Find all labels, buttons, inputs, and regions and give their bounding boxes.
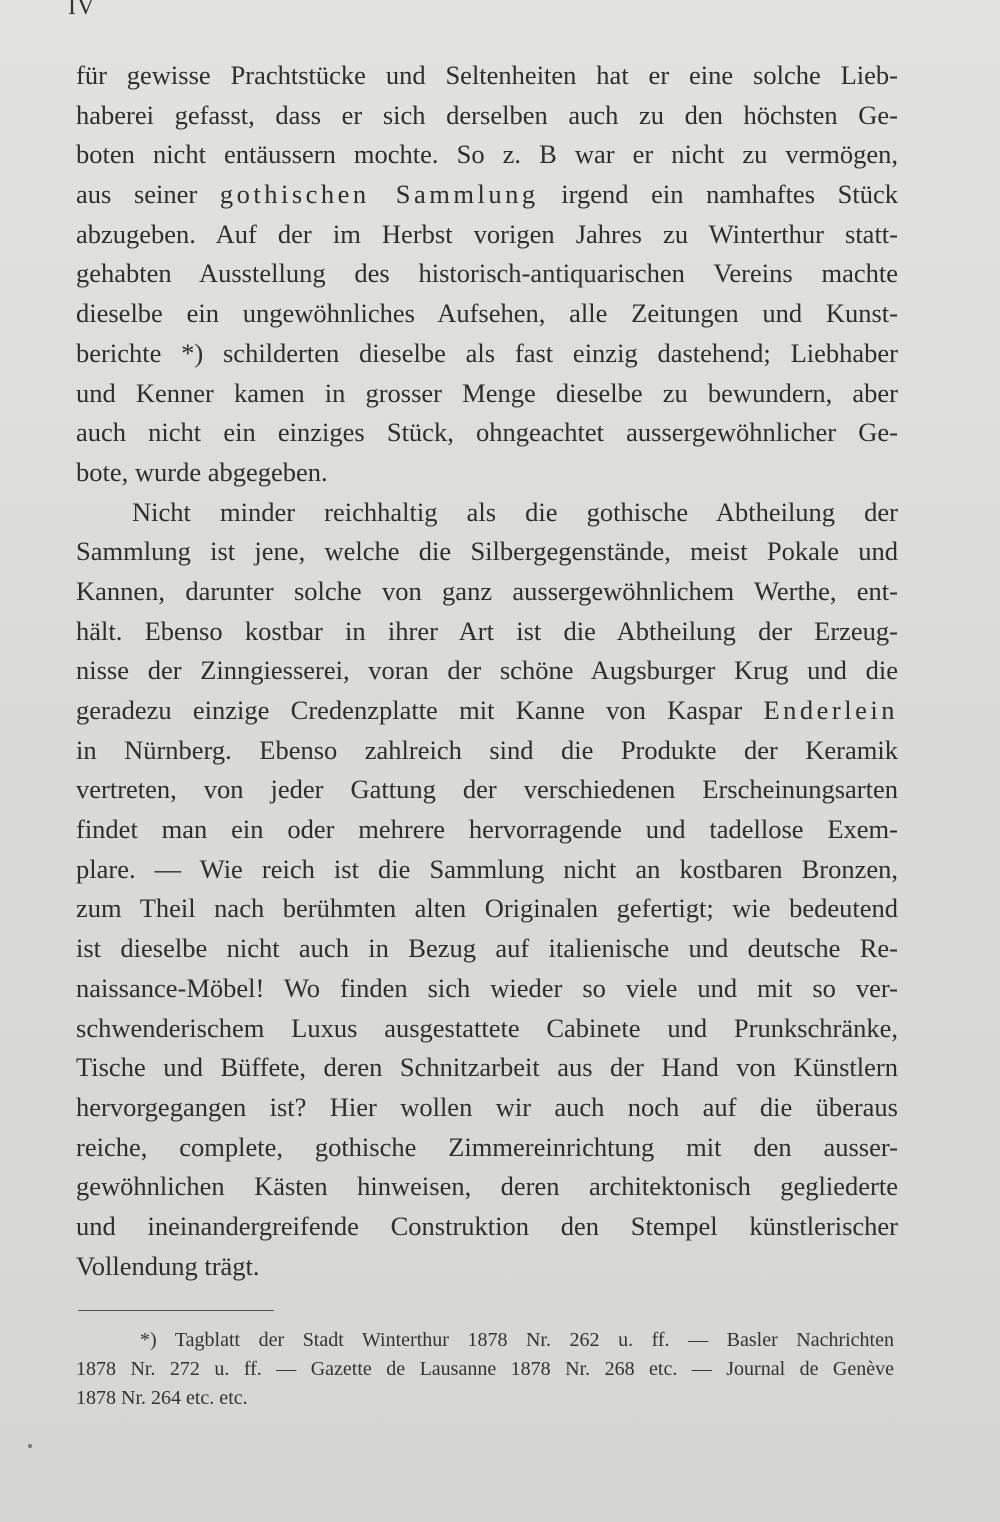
text-line: gewöhnlichen Kästen hinweisen, deren architektonisch gegliederte [76, 1171, 898, 1202]
text-line: boten nicht entäussern mochte. So z. B war er nicht zu vermögen, [76, 139, 898, 170]
text-line: auch nicht ein einziges Stück, ohngeachtet aussergewöhnlicher Ge- [76, 417, 898, 448]
text-line: berichte *) schilderten dieselbe als fast einzig dastehend; Liebhaber [76, 337, 898, 368]
text-line: hält. Ebenso kostbar in ihrer Art ist die Abtheilung der Erzeug- [76, 615, 898, 646]
text-line: in Nürnberg. Ebenso zahlreich sind die Produkte der Keramik [76, 734, 898, 765]
text-line: plare. — Wie reich ist die Sammlung nicht an kostbaren Bronzen, [76, 853, 898, 884]
text-line: und ineinandergreifende Construktion den Stempel künstlerischer [76, 1210, 898, 1241]
emphasized-name: Enderlein [763, 695, 898, 725]
text-line: Kannen, darunter solche von ganz aussergewöhnlichem Werthe, ent- [76, 575, 898, 606]
text-line: nisse der Zinngiesserei, voran der schöne Augsburger Krug und die [76, 655, 898, 686]
footnotes [76, 1326, 894, 1413]
text-line: reiche, complete, gothische Zimmereinrichtung mit den ausser- [76, 1131, 898, 1162]
text-line: ist dieselbe nicht auch in Bezug auf italienische und deutsche Re- [76, 933, 898, 964]
text-line: Vollendung trägt. [76, 1250, 260, 1281]
text-line: hervorgegangen ist? Hier wollen wir auch noch auf die überaus [76, 1091, 898, 1122]
text-line: für gewisse Prachtstücke und Seltenheiten hat er eine solche Lieb- [76, 60, 898, 90]
footnote-line: *) Tagblatt der Stadt Winterthur 1878 Nr. 262 u. ff. — Basler Nachrichten [140, 1329, 894, 1351]
text-line: zum Theil nach berühmten alten Originalen gefertigt; wie bedeutend [76, 893, 898, 924]
text-line: und Kenner kamen in grosser Menge dieselbe zu bewundern, aber [76, 377, 898, 408]
text-line-emphasis [76, 175, 898, 215]
text-line: Sammlung ist jene, welche die Silbergegenstände, meist Pokale und [76, 536, 898, 567]
text-line: Tische und Büffete, deren Schnitzarbeit aus der Hand von Künstlern [76, 1052, 898, 1083]
page-number: IV [68, 0, 96, 20]
text-fragment: aus seiner [76, 179, 220, 210]
text-line: dieselbe ein ungewöhnliches Aufsehen, alle Zeitungen und Kunst- [76, 298, 898, 329]
text-line: gehabten Ausstellung des historisch-antiquarischen Vereins machte [76, 258, 898, 289]
footnote-line: 1878 Nr. 264 etc. etc. [76, 1387, 248, 1409]
text-line: vertreten, von jeder Gattung der verschiedenen Erscheinungsarten [76, 774, 898, 805]
text-line: abzugeben. Auf der im Herbst vorigen Jahres zu Winterthur statt- [76, 218, 898, 249]
emphasized-phrase: gothischen Sammlung [219, 179, 539, 210]
footnote-divider [78, 1310, 274, 1311]
text-fragment: geradezu einzige Credenzplatte mit Kanne von Kaspar [76, 695, 764, 725]
text-line: schwenderischem Luxus ausgestattete Cabinete und Prunkschränke, [76, 1012, 898, 1043]
text-line: bote, wurde abgegeben. [76, 456, 328, 487]
text-fragment: irgend ein namhaftes Stück [538, 179, 898, 210]
paragraph-start: Nicht minder reichhaltig als die gothische Abtheilung der [132, 496, 898, 527]
main-text [76, 56, 898, 1286]
paper-speck [28, 1444, 32, 1448]
text-line-emphasis [76, 691, 898, 731]
text-line: naissance-Möbel! Wo finden sich wieder so viele und mit so ver- [76, 972, 898, 1003]
text-line: findet man ein oder mehrere hervorragende und tadellose Exem- [76, 814, 898, 845]
text-line: haberei gefasst, dass er sich derselben auch zu den höchsten Ge- [76, 99, 898, 130]
footnote-line: 1878 Nr. 272 u. ff. — Gazette de Lausanne 1878 Nr. 268 etc. — Journal de Genève [76, 1358, 894, 1380]
